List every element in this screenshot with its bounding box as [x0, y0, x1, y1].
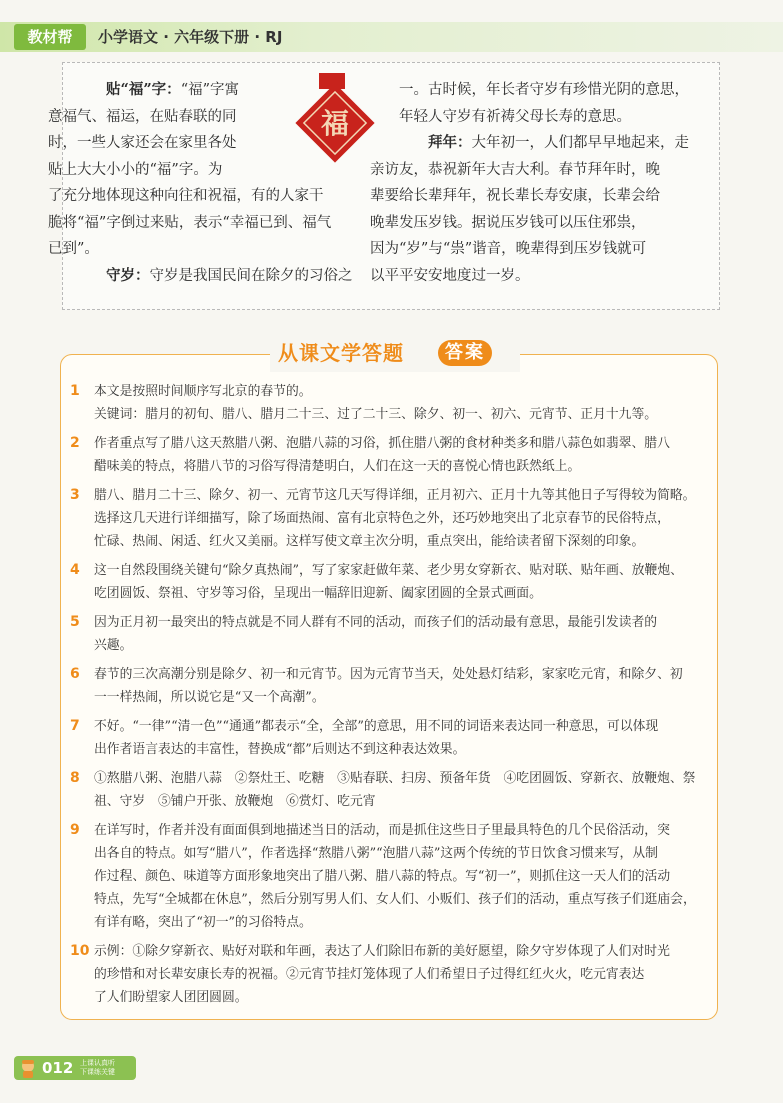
answer-number: 2	[70, 435, 80, 451]
answer-item	[70, 380, 710, 426]
answer-line: 兴趣。	[94, 638, 133, 653]
answer-item	[70, 484, 710, 553]
answer-line: 醋味美的特点，将腊八节的习俗写得清楚明白，人们在这一天的喜悦心情也跃然纸上。	[94, 459, 581, 474]
answer-line: 这一自然段围绕关键句“除夕真热闹”，写了家家赶做年菜、老少男女穿新衣、贴对联、贴年画、放鞭炮、	[94, 563, 683, 578]
answer-badge: 答案	[438, 340, 492, 366]
paragraph-shousui: 守岁：守岁是我国民间在除夕的习俗之	[106, 266, 353, 284]
fu-papercut-icon	[281, 73, 389, 165]
answer-line: 作者重点写了腊八这天熬腊八粥、泡腊八蒜的习俗，抓住腊八粥的食材种类多和腊八蒜色如翡翠、腊八	[94, 436, 670, 451]
answer-number: 9	[70, 822, 80, 838]
answer-line: 关键词：腊月的初旬、腊八、腊月二十三、过了二十三、除夕、初一、初六、元宵节、正月十九等。	[94, 407, 658, 422]
page-number: 012	[42, 1059, 74, 1077]
answer-item	[70, 940, 710, 1009]
answer-line: 示例：①除夕穿新衣、贴好对联和年画，表达了人们除旧布新的美好愿望，除夕守岁体现了人们对时光	[94, 944, 670, 959]
paragraph-shousui-cont: 一。古时候，年长者守岁有珍惜光阴的意思， 年轻人守岁有祈祷父母长寿的意思。	[399, 82, 689, 125]
answer-line: 选择这几天进行详细描写，除了场面热闹、富有北京特色之外，还巧妙地突出了北京春节的民俗特点，	[94, 511, 670, 526]
answer-number: 7	[70, 718, 80, 734]
answer-item	[70, 559, 710, 605]
answer-line: 了人们盼望家人团团圆圆。	[94, 990, 248, 1005]
answer-line: 春节的三次高潮分别是除夕、初一和元宵节。因为元宵节当天，处处悬灯结彩，家家吃元宵，和除夕、初	[94, 667, 683, 682]
term-bainian: 拜年：	[428, 134, 472, 151]
answer-item	[70, 767, 710, 813]
answer-number: 1	[70, 383, 80, 399]
term-fu: 贴“福”字：	[106, 81, 181, 98]
answer-line: 忙碌、热闹、闲适、红火又美丽。这样写使文章主次分明，重点突出，能给读者留下深刻的印象。	[94, 534, 645, 549]
answer-item	[70, 663, 710, 709]
culture-left-column	[48, 77, 389, 289]
page-header	[0, 0, 783, 58]
answer-item	[70, 819, 710, 934]
answer-line: 腊八、腊月二十三、除夕、初一、元宵节这几天写得详细，正月初六、正月十九等其他日子写得较为简略。	[94, 488, 696, 503]
answer-number: 10	[70, 943, 90, 959]
answer-line: 作过程、颜色、味道等方面形象地突出了腊八粥、腊八蒜的特点。写“初一”，则抓住这一天人们的活动	[94, 869, 671, 884]
answer-item	[70, 432, 710, 478]
answer-number: 8	[70, 770, 80, 786]
brand-label: 教材帮	[14, 24, 86, 50]
answer-list	[70, 380, 710, 1009]
course-title: 小学语文 · 六年级下册 · RJ	[98, 28, 283, 46]
answer-title	[270, 334, 520, 372]
answer-line: 有详有略，突出了“初一”的习俗特点。	[94, 915, 312, 930]
answer-line: 祖、守岁 ⑤铺户开张、放鞭炮 ⑥赏灯、吃元宵	[94, 794, 376, 809]
answer-number: 6	[70, 666, 80, 682]
answer-number: 4	[70, 562, 80, 578]
answer-line: 吃团圆饭、祭祖、守岁等习俗，呈现出一幅辞旧迎新、阖家团圆的全景式画面。	[94, 586, 542, 601]
answer-line: 因为正月初一最突出的特点就是不同人群有不同的活动，而孩子们的活动最有意思，最能引发读者的	[94, 615, 658, 630]
answer-item	[70, 611, 710, 657]
culture-right-column	[370, 77, 705, 289]
page-badge	[14, 1056, 136, 1080]
answer-title-text: 从课文学答题	[278, 341, 404, 365]
answer-line: 特点，先写“全城都在休息”，然后分别写男人们、女人们、小贩们、孩子们的活动，重点写孩子们逛庙会，	[94, 892, 696, 907]
culture-box	[48, 62, 720, 310]
paragraph-bainian: 拜年：大年初一，人们都早早地起来，走 亲访友，恭祝新年大吉大利。春节拜年时，晚 辈要给长辈拜年，祝长辈长寿安康，长辈会给 晚辈发压岁钱。据说压岁钱可以压住邪祟， 因为“岁”与“祟”谐音，晚辈得到压岁钱就可 以平平安安地度过一岁。	[370, 134, 689, 284]
answer-line: 出各自的特点。如写“腊八”，作者选择“熬腊八粥”“泡腊八蒜”这两个传统的节日饮食习惯来写，从制	[94, 846, 658, 861]
answer-item	[70, 715, 710, 761]
paragraph-fu: 贴“福”字：“福”字寓 意福气、福运，在贴春联的同 时，一些人家还会在家里各处 贴上大大小小的“福”字。为 了充分地体现这种向往和祝福，有的人家干 脆将“福”字倒过来贴，表示“幸福已到、福气 已到”。	[48, 81, 332, 257]
answer-line: 在详写时，作者并没有面面俱到地描述当日的活动，而是抓住这些日子里最具特色的几个民俗活动，突	[94, 823, 670, 838]
answer-number: 5	[70, 614, 80, 630]
answer-line: 一一样热闹，所以说它是“又一个高潮”。	[94, 690, 325, 705]
answer-line: 出作者语言表达的丰富性，替换成“都”后则达不到这种表达效果。	[94, 742, 466, 757]
term-shousui: 守岁：	[106, 266, 150, 284]
answer-line: 不好。“一律”“清一色”“通通”都表示“全，全部”的意思，用不同的词语来表达同一种意思，可以体现	[94, 719, 659, 734]
mascot-icon	[18, 1058, 38, 1078]
answer-number: 3	[70, 487, 80, 503]
answer-line: 的珍惜和对长辈安康长寿的祝福。②元宵节挂灯笼体现了人们希望日子过得红红火火，吃元宵表达	[94, 967, 645, 982]
fu-glyph: 福	[320, 107, 350, 140]
answer-line: ①熬腊八粥、泡腊八蒜 ②祭灶王、吃糖 ③贴春联、扫房、预备年货 ④吃团圆饭、穿新衣、放鞭炮、祭	[94, 771, 696, 786]
footer-slogan: 上课认真听 下课练关键	[80, 1059, 115, 1076]
answer-line: 本文是按照时间顺序写北京的春节的。	[94, 384, 312, 399]
